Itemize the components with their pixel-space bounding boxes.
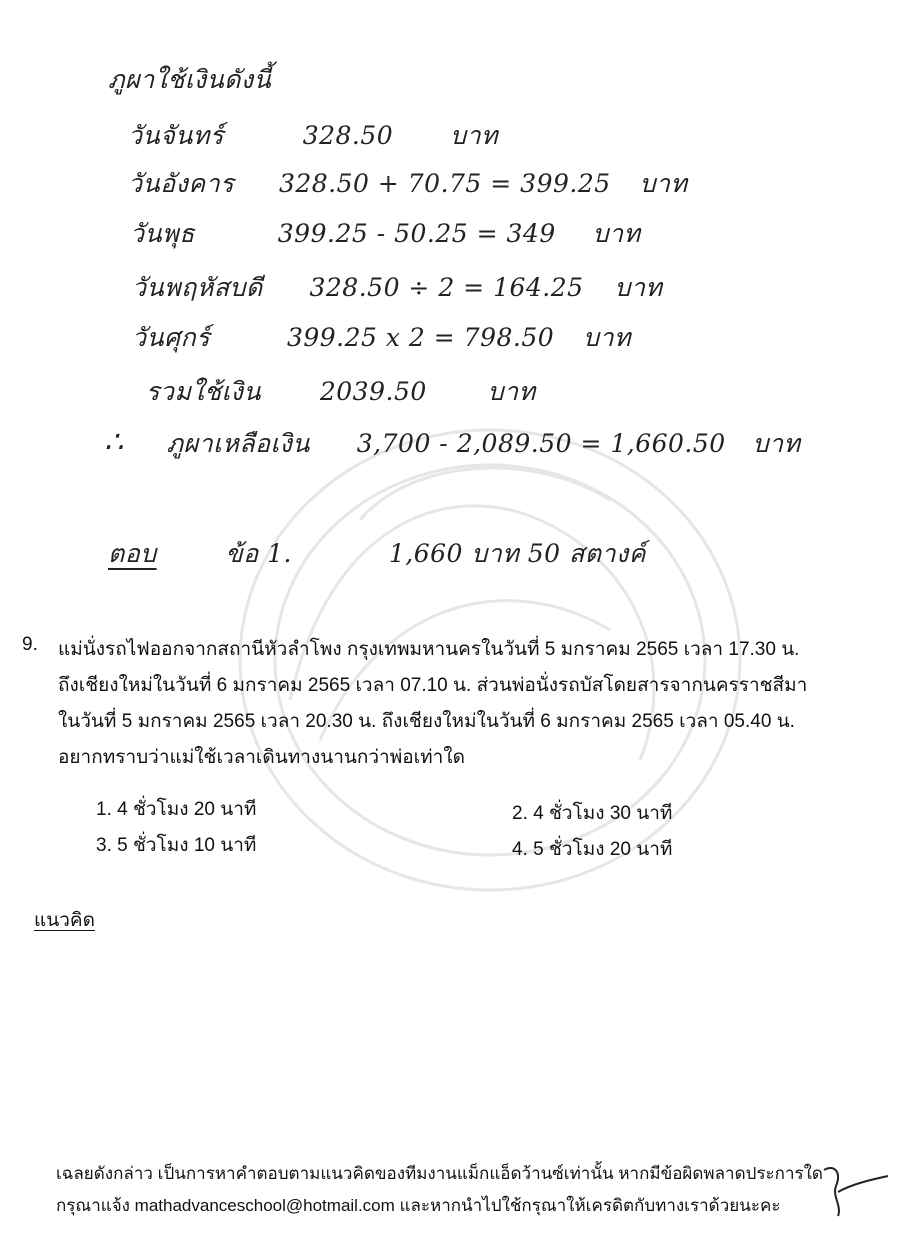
tuesday-unit: บาท (639, 169, 688, 198)
thursday-unit: บาท (614, 273, 663, 302)
question-line-4: อยากทราบว่าแม่ใช้เวลาเดินทางนานกว่าพ่อเท่าใด (58, 747, 465, 768)
solution-title: ภูผาใช้เงินดังนี้ (108, 65, 272, 94)
remaining-row (104, 424, 801, 464)
friday-row (132, 318, 631, 358)
total-label: รวมใช้เงิน (146, 377, 261, 406)
signature-mark (812, 1162, 892, 1222)
wednesday-row (130, 214, 641, 254)
choice-2: 2. 4 ชั่วโมง 30 นาที (512, 803, 673, 824)
monday-row (128, 116, 498, 156)
answer-text: 1,660 บาท 50 สตางค์ (388, 539, 646, 568)
total-value: 2039.50 (319, 377, 427, 406)
answer-choice: ข้อ 1. (225, 539, 292, 568)
footer-line-1: เฉลยดังกล่าว เป็นการหาคำตอบตามแนวคิดของทีมงานแม็กแอ็ดว้านซ์เท่านั้น หากมีข้อผิดพลาดประการใด (56, 1164, 823, 1183)
tuesday-row (128, 164, 687, 204)
question-line-3: ในวันที่ 5 มกราคม 2565 เวลา 20.30 น. ถึงเชียงใหม่ในวันที่ 6 มกราคม 2565 เวลา 05.40 น. (58, 711, 795, 732)
therefore-symbol: ∴ (104, 425, 124, 460)
thursday-row (132, 268, 662, 308)
remaining-calc: 3,700 - 2,089.50 = 1,660.50 (356, 429, 726, 458)
choice-1: 1. 4 ชั่วโมง 20 นาที (96, 799, 257, 820)
thursday-label: วันพฤหัสบดี (132, 273, 263, 302)
monday-unit: บาท (450, 121, 498, 150)
tuesday-calc: 328.50 + 70.75 = 399.25 (278, 169, 611, 198)
choice-4: 4. 5 ชั่วโมง 20 นาที (512, 839, 673, 860)
choice-3: 3. 5 ชั่วโมง 10 นาที (96, 835, 257, 856)
friday-label: วันศุกร์ (132, 323, 211, 352)
question-line-1: แม่นั่งรถไฟออกจากสถานีหัวลำโพง กรุงเทพมหานครในวันที่ 5 มกราคม 2565 เวลา 17.30 น. (58, 639, 800, 660)
approach-heading: แนวคิด (34, 910, 95, 931)
wednesday-label: วันพุธ (130, 219, 195, 248)
answer-label: ตอบ (108, 539, 157, 568)
answer-row (108, 534, 646, 574)
friday-calc: 399.25 x 2 = 798.50 (286, 323, 555, 352)
tuesday-label: วันอังคาร (128, 169, 235, 198)
total-unit: บาท (487, 377, 536, 406)
remaining-unit: บาท (752, 429, 801, 458)
thursday-calc: 328.50 ÷ 2 = 164.25 (309, 273, 584, 302)
wednesday-calc: 399.25 - 50.25 = 349 (277, 219, 556, 248)
remaining-label: ภูผาเหลือเงิน (166, 429, 310, 458)
monday-label: วันจันทร์ (128, 121, 224, 150)
friday-unit: บาท (583, 323, 631, 352)
question-number: 9. (22, 634, 38, 655)
question-line-2: ถึงเชียงใหม่ในวันที่ 6 มกราคม 2565 เวลา 07.10 น. ส่วนพ่อนั่งรถบัสโดยสารจากนครราชสีมา (58, 675, 808, 696)
total-row (146, 372, 536, 412)
footer-line-2: กรุณาแจ้ง mathadvanceschool@hotmail.com และหากนำไปใช้กรุณาให้เครดิตกับทางเราด้วยนะคะ (56, 1196, 781, 1215)
wednesday-unit: บาท (592, 219, 641, 248)
monday-calc: 328.50 (302, 121, 394, 150)
